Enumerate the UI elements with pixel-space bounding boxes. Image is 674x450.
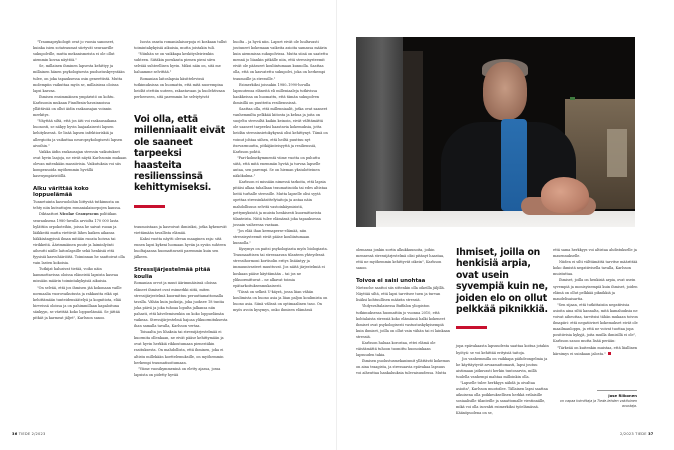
paragraph: "Sen sijaan, että tutkittaisiin negatiivisia asioita aina siltä kannalta, mitä kamaluuksia ne voivat aiheuttaa, tarvitsisi tähän mukaan toivon ilmapiiri: että negatiiviset kokemukset eivät ole maailmanloppu, ja että ne voivat tuottaa jopa positiivisia kykyjä, joita muilla ihmisillä ei ole", Karlsson sanoo mutta lisää perään: — [553, 302, 638, 344]
pull-quote-accent-bar — [456, 326, 487, 329]
paragraph: Kaksi vuotta näytti olevan maaginen raja: sitä ennen lapsi kykeni luomaan hyvän ja syvän suhteen huoltajaansa huomattavasti paremmin kuin sen jälkeen. — [134, 236, 226, 260]
subheading: Stressijärjestelmää pitää koulia — [134, 267, 211, 280]
paragraph: Toisaalta jos lihaksia tai stressijärjestelmää ei kuormita ollenkaan, ne eivät pääse kehittymään ja ovat hyvin herkkiä rikkoutumaan pienestäkin rasituksesta. On mahdollista, että ihminen, joka ei altistu millekään koettelemuksille, on myöhemmin herkempi traumatisoitumaan. — [134, 330, 224, 365]
paragraph: "Lapselle tulee herkkyys nähdä ja oivaltaa asioita", Karlsson muotoilee. Tällainen lapsi saattaa aikuisena olla poikkeuksellisen herkkä erilaisille sosiaalisille tilanteille ja sanattomalle viestinnälle, mikä voi olla isovakti esimerkiksi työelämässä. Käänöpuolena on se, — [456, 381, 548, 416]
byline-rule — [597, 390, 637, 391]
paragraph: Esimerkiksi joissakin 1980–1990-luvulla lapsuutensa eläneitä eli milleniaaleja tutkivissa hankkeissa on huomattu, että tämän sukupolven ihmisillä on puutteita resilienssissä. — [233, 82, 320, 105]
paragraph: Nietzsche saattoi siis sittenkin olla oikeilla jäljillä. Näyttää siltä, että lapsi tarvitsee tuen ja turvan lisäksi kohtuullisen määrän stressiä. — [356, 286, 445, 303]
left-column-1 — [33, 39, 127, 321]
portrait-photo — [356, 37, 635, 227]
paragraph: olemassa jonkin sortin alkukkuunoita, joihin mennessä stressijärjestelmä olisi pitänyt haastaa, että ne myöhemmin kehittyvät oikein", Karlsson sanoo. — [356, 248, 445, 271]
pull-quote: Voi olla, että millenniaalit eivät ole saaneet tarpeeksi haasteita resilienssinsä kehittymiseksi. — [134, 113, 226, 194]
paragraph: Saattaa olla, että millenniaalit, jotka ovat saaneet vanhemmilta pelkkää kiitosta ja kehua ja joita on suojeltu stressiltä kaikin keinoin, eivät välttämättä ole saaneet tarpeeksi haastavia kokemuksia, jotta heidän stressinsietokykynsä olisi kehittynyt. Tämä on voinut johtaa siihen, että heiltä puuttuu nyt itsevarmuutta, pitkäjänteisyyttä ja resilienssiä, Karlsson pohtii. — [233, 107, 328, 154]
paragraph: Yhdysvaltalaisessa Buffalon yliopiston tutkimuksessa huomattiin jo vuonna 2010, että kohtalaista stressiä koko elämänsä halki kokeneet ihmiset ovat psykologisesti vastustuskykyisempiä kuin ihmiset, joilla on ollut vain vähän tai ei lainkaan stressiä. — [356, 304, 450, 339]
paragraph: Isosta osasta romanialaisorpoja ei koskaan tullut toimintakykyisiä aikuisia, mutta joistakin tuli. — [134, 40, 227, 51]
paragraph: "Traumapsykologit ovat jo vuosia sanoneet, kuinka isien sotatraumat siirtyvät seuraaville sukupolville, mutta mekanismeista ei ole ollut aiemmin kovaa näyttöä." — [33, 40, 115, 63]
paragraph: huolta – ja hyvä niin. Lapset eivät ole luultavasti joutuneet kokemaan vaikeita asioita samassa määrin kuin aiemmissa sukupolvissa. Mutta siinä on saatettu mennä jo liiankin pitkälle niin, että stressisysteemit eivät ole päässeet kouliintumaan kunnolla. Saattaa olla, että on kasvatettu sukupolvi, joka on herkempi traumoille ja stressille." — [233, 40, 328, 81]
subheading: Alku värittää koko loppuelämää — [33, 186, 89, 199]
paragraph: "Tässä on selkeä U-käyrä, jossa liian vähän koulimista on huono asia ja liian paljon koulimista on huono asia. Siinä välissä on optimaalinen taso. On myös avoin kysymys, onko ihmisen elämässä — [233, 289, 328, 313]
column-continuation — [456, 343, 550, 416]
subheading: Toivoa ei saisi unohtaa — [356, 278, 426, 285]
photo-pillar — [356, 37, 403, 227]
right-column-2 — [456, 247, 550, 417]
text-span: Diktaattori — [39, 212, 60, 217]
right-folio — [620, 432, 654, 436]
paragraph: Se, millainen ihminen lapsesta kehittyy ja millainen hänen psykologisesta puolustuskyvystään tulee, on joka tapauksessa osin geneettistä. Mutta molempiin vaikuttaa myös se, millaisissa oloissa lapsi kasvaa. — [33, 64, 125, 93]
paragraph: Ihmiset, joilla on henkisiä arpia, ovat usein syvempiä ja monisyisempiä kuin ihmiset, joiden elämä on ollut pelkkää piknikkiä ja maudelisaisartia. — [553, 278, 638, 301]
paragraph: Ihmisen ensimmäinen ympäristö on kohtu. Karlssonin mukaan FinnBrain-havainnoissa yllättävää on ollut äidin raskausajan voinnin merkitys. — [33, 94, 115, 118]
paragraph: Karlsson haluaa korostaa, ettei elämä ole väistämättä tuhoon tuomittu huonoinkaan lapsuuden takia. — [356, 341, 436, 358]
right-column-1 — [356, 247, 450, 377]
text-span: politiikan seurauksena 1980-luvulla arviolta 170 000 lasta hylättiin orpokoteihin, joissa he saivat ruoan ja lääkkeitä mutta viettivät lähes kaiken aikansa häkkisängyissä ilman mitään ruoata hoivaa tai virikkeitä. Äärimmäinen puute ja laiminlyönti aiheutti näille laitoslapsille sekä henkisiä että fyysisiä kasvuhäiriöitä. Toiminnan he saattoivat olla vain lasten kokoisia. — [33, 212, 125, 266]
paragraph: Niiden ei silti välttämättä tarvitse määrittää koko ihmistä negatiivisella tavalla, Karlsson muistuttaa. — [553, 260, 638, 277]
left-column-2 — [134, 39, 228, 378]
paragraph: "Niinhän se on vaikkapa keskitysleirienkin suhteen. Siitäkin porukasta pienen pieni siivu selviää suhteellisen hyvin. Miksi näin on, sitä me haluamme selvittää." — [134, 52, 221, 75]
bold-name: Nicolae Ceaușescun — [59, 212, 99, 217]
paragraph: "Jos elää ihan kermaperse-elämää, niin stressisysteemit eivät pääse kouliintumaan kunnolla." — [233, 228, 310, 246]
right-column-3 — [553, 247, 639, 357]
folio-issue: 2/2023 TIEDE — [620, 432, 647, 436]
photo-brain-model — [541, 177, 589, 213]
paragraph: Kysymys on paitsi psykologiasta myös biologiasta. Traumaattisen tai stressaavan tilanteen yhteydessä stressihormoni kortisolin eritys lisääntyy ja immuunivasteet muuttuvat. Jos näitä järjestelmiä ei koskaan pääse käyttämään – tai jos ne ylikuormittuvat – ne alkavat toimia epätarkoituksenmukaisesti. — [233, 247, 328, 288]
photo-room-light — [607, 129, 627, 177]
pull-quote-accent-bar — [134, 205, 165, 208]
left-folio — [12, 432, 46, 436]
paragraph: "Pari-kolmekymmentä viime vuotta on puhuttu siitä, että mitä enemmän hyvää ja turvaa lapselle antaa, sen parempi. Se on hieman yksiulotteinen näkökulma." — [233, 155, 321, 179]
page-number: 36 — [12, 432, 18, 436]
paragraph: Karlsson ei missään nimessä tarkoita, että lapsia pitäisi alkaa tahallaan traumatisoida tai edes altistaa heitä turhalle stressille. Mutta lapselle olisi syytä opettaa stressinkäsittelytaitoja ja antaa näin mahdollisuus selvitä vastoinkäymisistä, pettymyksistä ja muista henkisesti kuormittavista tilanteista. Niitä tulee elämässä joka tapauksessa jossain vaiheessa vastaan. — [233, 180, 328, 227]
end-mark-icon — [608, 352, 611, 355]
paragraph: traumoistaan ja kasvoivat ihmisiksi, jotka kykenevät viettämään tavallista elämää. — [134, 224, 227, 235]
paragraph: "Viime vuosikymmeninä on eletty ajassa, jossa lapsista on pidetty hyvää — [134, 366, 221, 377]
paragraph — [33, 211, 127, 266]
paragraph: jopa epävakaasta lapsuudesta saattaa koitua jotakin hyötyä: se voi kehittää erityisiä taitoja. — [456, 344, 549, 355]
photo-exit-sign — [570, 97, 575, 100]
paragraph: Tutkijat halusivat tietää, voiko näin kammottavissa oloissa eläneistä lapsista kasvaa missään määrin toimintakykyisiä aikuisia. — [33, 267, 119, 284]
paragraph: Vaikka äidin raskausajan stressin vaikutukset ovat hyvin laajoja, ne eivät näytä Karlssonin mukaan olevan mitenkään massiivisia. Vaikutuksia voi siis kompensoida myöhemmin hyvällä kasvuympäristöllä. — [33, 149, 127, 179]
pull-quote-block — [456, 247, 550, 329]
paragraph: Tunnetuinta kasvuoloihin liittyvää tutkimusta on tehty niin kutsuttujen romanialaisorpojen kanssa. — [33, 200, 122, 211]
page-number: 37 — [648, 432, 654, 436]
photo-person-head — [483, 62, 527, 120]
pull-quote-block — [134, 114, 228, 208]
paragraph: "On selvää, että jos ihmisen jää kokonaan vaille normaalia vuorovaikutusta ja rakkautta eikä opi kehittämään tunteidensäätelyä ja kognitiota, elää hirveissä oloissa ja on pahimmillaan kapaloituna sänkyyn, se värittää koko loppuelämää. Se jättää pitkät ja karmeat jäljet", Karlsson sanoo. — [33, 285, 122, 321]
paragraph: että sama herkkyys voi altistaa ahdistukselle ja masennukselle. — [553, 248, 637, 259]
left-column-3 — [233, 39, 328, 313]
photo-wall — [403, 51, 423, 211]
byline-description: on vapaa toimittaja ja Tiede-lehden vakituinen avustaja. — [559, 399, 637, 408]
folio-issue: TIEDE 2/2023 — [18, 432, 46, 436]
paragraph: "Näyttää siltä, että jos äiti voi raskausaikana huonosti, se näkyy hyvin laajaalaisesti lapsen kehityksessä. Se lisää lapsen infektioriskiä ja allergioita ja vaikuttaa neuropsykologisesti lapsen aivoihin." — [33, 119, 123, 148]
photo-blue-scarf — [501, 119, 527, 211]
byline-name: Jose Riikonen — [608, 393, 637, 398]
paragraph: Romanian laitoslapsia käsittelevissä tutkimuksissa on huomattu, että mitä nuorempina heidät otettiin uuteen, rakastavaan ja huolehtivaan perheeseen, sitä paremmin he selviytyivät — [134, 76, 225, 99]
paragraph: Romanian orvot ja muut äärimmäisissä oloissa eläneet ihmiset ovat esimerkki siitä, miten stressijärjestelmä kuormittuu peruuttamattomalla tavalla. Vähän kuin juoksija, joka juoksee 18 tuntia joka päivä ja joka tuhoaa lopulta jalkansa niin pahasti, että kävelemisenkin on koko loppuelämän vaikeaa. Stressijärjestelmä hajoaa ylikuormituksesta ihan samalla tavalla, Karlsson vertaa. — [134, 281, 228, 329]
column-continuation — [134, 224, 228, 378]
pull-quote: Ihmiset, joilla on henkisiä arpia, ovat usein syvempiä kuin ne, joiden elo on ollut pelkkää piknikkiä. — [456, 247, 548, 316]
paragraph: Ihmisen puolustusmekanismit yllättävät kokemus on aina traagista, ja stressaavia epävakaa lapsuus voi aiheuttaa hankaluuksia tulevaisuudessa. Mutta — [356, 359, 450, 376]
photo-table — [376, 211, 635, 227]
paragraph: Jos vanhemmilla on vaikkapa päihdeongelmia ja he käyttäytyvät arvaamattomasti, lapsi joutuu aistimaan jatkuvasti herkin tuntosarvin, millä tuulella vanhempi mahtaa milloinkin olla. — [456, 356, 548, 379]
paragraph — [553, 345, 639, 357]
text-span: "Tärkeää on kuitenkin muistaa, että liiallinen kärsimys ei suinkaan jalosta." — [553, 345, 638, 356]
